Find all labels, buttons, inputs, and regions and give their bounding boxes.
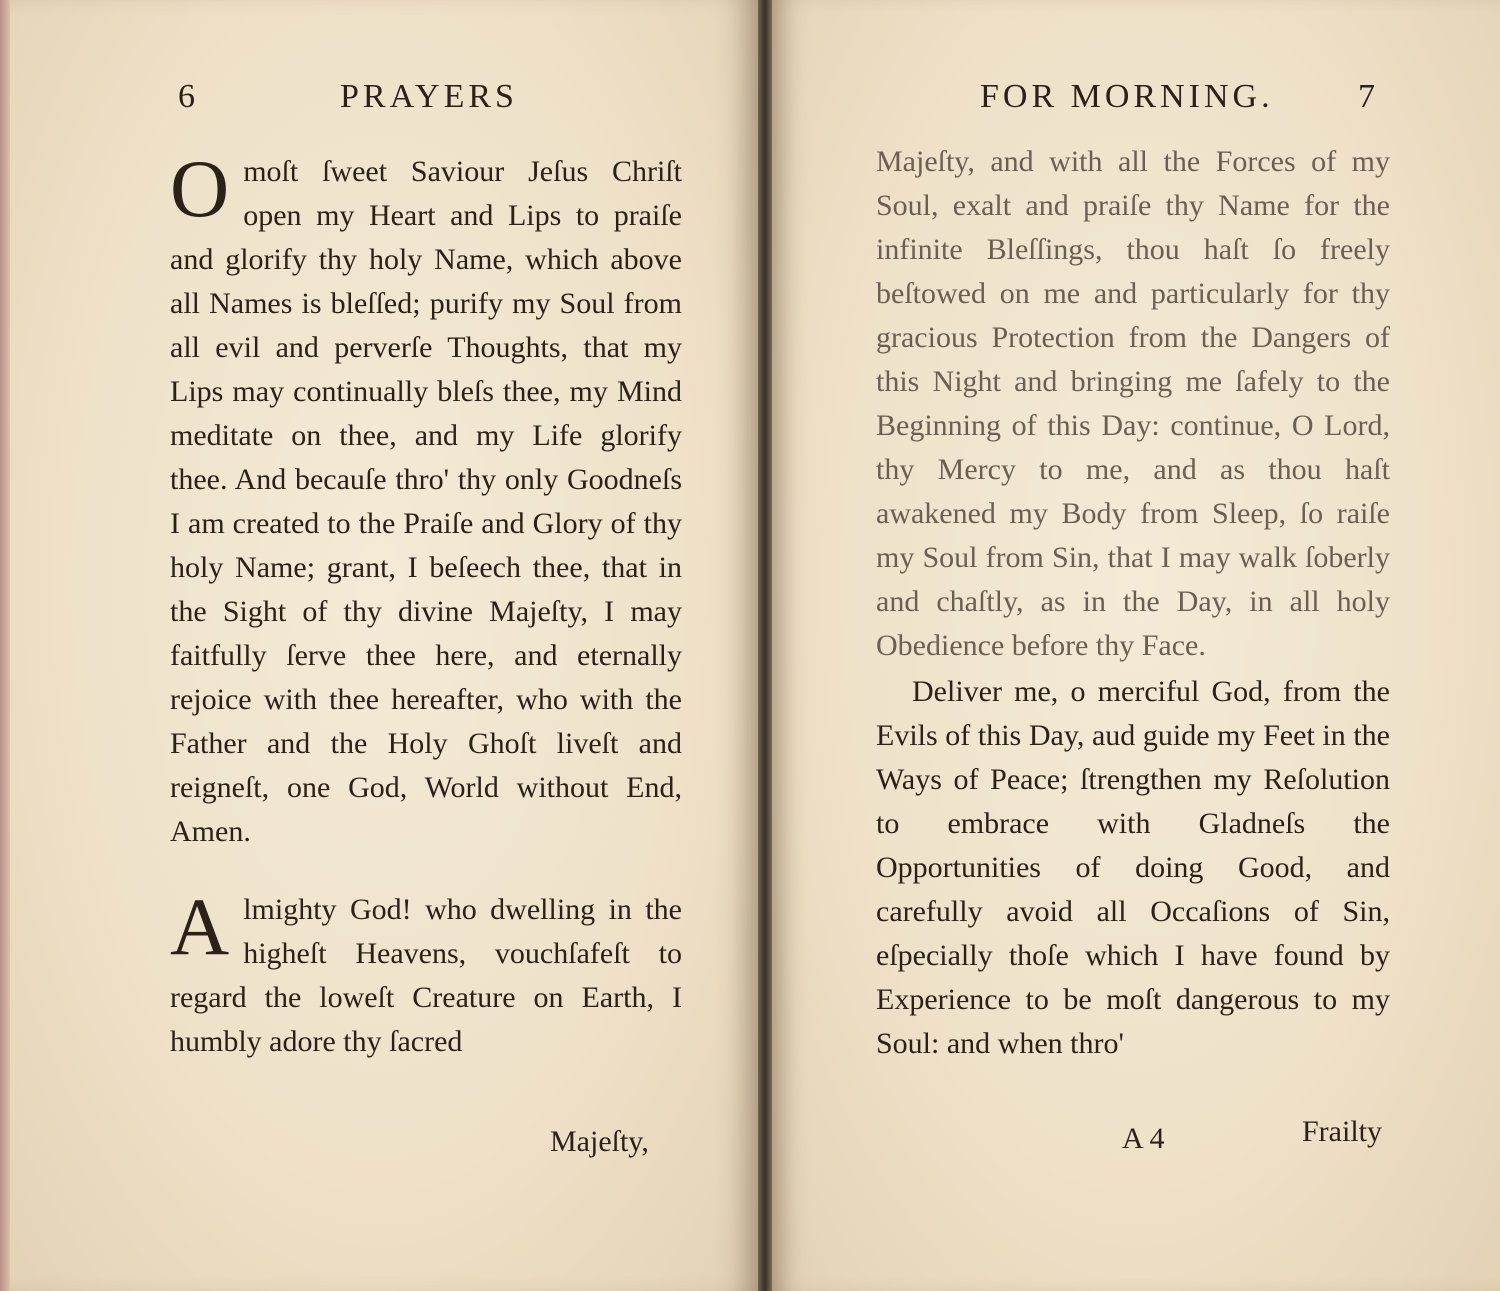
right-page [772, 0, 1500, 1291]
paragraph-spacer [170, 854, 682, 888]
left-paragraph-2 [170, 881, 682, 1064]
right-paragraph-1: Majeſty, and with all the Forces of my Soul, exalt and praiſe thy Name for the infinite Bleſſings, thou haſt ſo freely beſtowed on me and particularly for thy gracious Protection from the Dangers of this Night and bringing me ſafely to the Beginning of this Day: continue, O Lord, thy Mercy to me, and as thou haſt awakened my Body from Sleep, ſo raiſe my Soul from Sin, that I may walk ſoberly and chaſtly, as in the Day, in all holy Obedience before thy Face. [876, 145, 1390, 662]
right-catchword: Frailty [1302, 1115, 1382, 1148]
right-body-text [876, 140, 1390, 1066]
left-page-number: 6 [178, 78, 195, 115]
left-body-text [170, 143, 682, 1064]
dropcap-o: O [170, 143, 230, 234]
right-running-head: FOR MORNING. [980, 78, 1274, 115]
left-paragraph-1 [170, 143, 682, 854]
left-paragraph-2-text: lmighty God! who dwelling in the higheſt Heavens, vouchſafeſt to regard the loweſt Creature on Earth, I humbly adore thy ſacred [170, 893, 682, 1058]
left-running-head: PRAYERS [340, 78, 518, 115]
right-signature-mark: A 4 [1122, 1122, 1165, 1155]
book-gutter [758, 0, 772, 1291]
right-page-number: 7 [1358, 78, 1375, 115]
dropcap-a: A [170, 881, 230, 972]
left-catchword: Majeſty, [550, 1125, 649, 1158]
right-paragraph-2: Deliver me, o merciful God, from the Evils of this Day, aud guide my Feet in the Ways of Peace; ſtrengthen my Reſolution to embrace with Gladneſs the Opportunities of doing Good, and carefully avoid all Occaſions of Sin, eſpecially thoſe which I have found by Experience to be moſt dangerous to my Soul: and when thro' [876, 675, 1390, 1060]
left-paragraph-1-text: moſt ſweet Saviour Jeſus Chriſt open my Heart and Lips to praiſe and glorify thy holy Name, which above all Names is bleſſed; purify my Soul from all evil and perverſe Thoughts, that my Lips may continually bleſs thee, my Mind meditate on thee, and my Life glorify thee. And becauſe thro' thy only Goodneſs I am created to the Praiſe and Glory of thy holy Name; grant, I beſeech thee, that in the Sight of thy divine Majeſty, I may faitfully ſerve thee here, and eternally rejoice with thee hereafter, who with the Father and the Holy Ghoſt liveſt and reigneſt, one God, World without End, Amen. [170, 155, 682, 848]
